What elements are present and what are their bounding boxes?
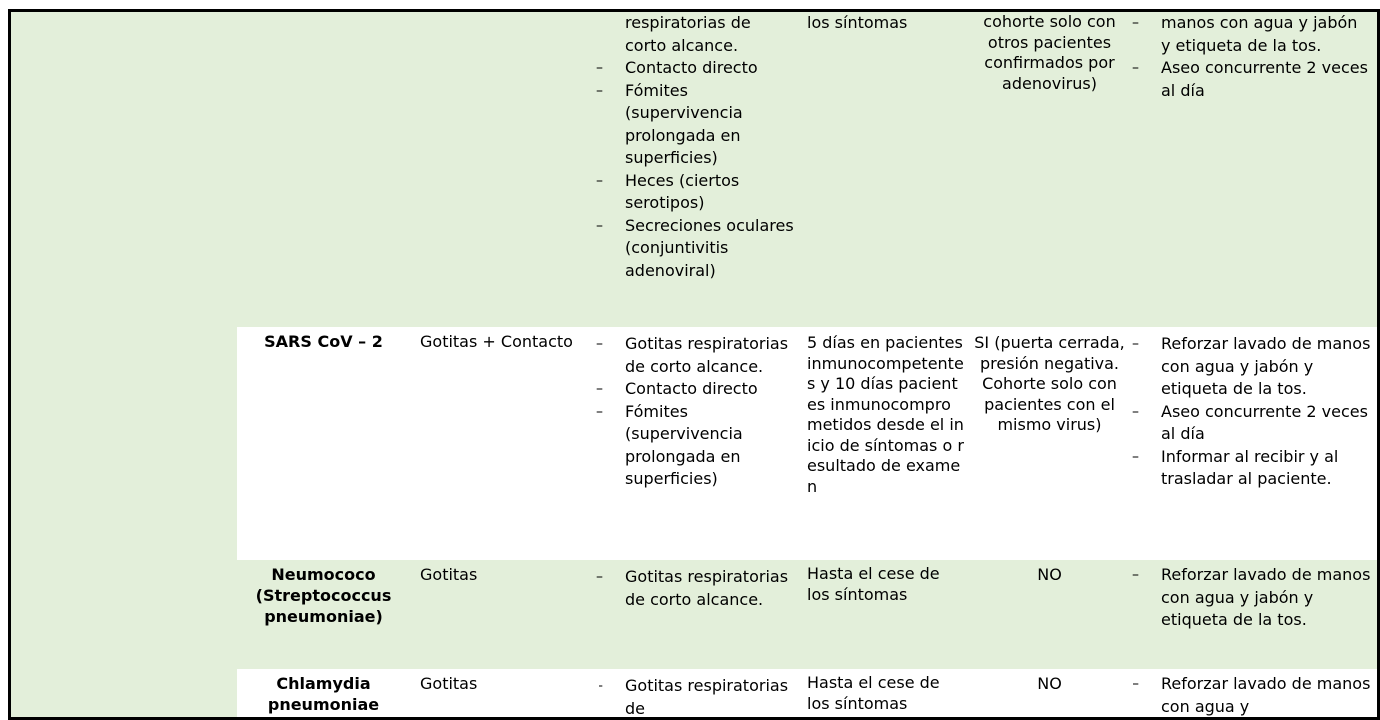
duration-cell (801, 560, 969, 672)
measure-item: – Informar al recibir y al trasladar al paciente. (1161, 446, 1371, 491)
duration-text: Hasta el cese de los síntomas (807, 673, 940, 713)
measures-list (1139, 564, 1371, 632)
duration-cell (801, 669, 969, 720)
isolation-cell (966, 669, 1136, 720)
duration-cell (801, 327, 969, 563)
transmission-item: – Contacto directo (625, 57, 795, 80)
agent-cell (237, 12, 413, 330)
isolation-cell (966, 560, 1136, 672)
measures-list (1139, 673, 1371, 718)
duration-text: 5 días en pacientes inmunocompetentes y 10 días pacientes inmunocomprometidos desde el inicio de síntomas o resultado de examen (807, 333, 964, 496)
agent-name: Chlamydia pneumoniae (267, 674, 380, 714)
transmission-cell (599, 327, 804, 563)
transmission-list (605, 675, 795, 720)
transmission-list (605, 12, 795, 282)
transmission-item: – Secreciones oculares (conjuntivitis adenoviral) (625, 215, 795, 283)
duration-cell (801, 12, 969, 330)
measure-item: – Aseo concurrente 2 veces al día (1161, 57, 1371, 102)
measures-list (1139, 333, 1371, 491)
transmission-item: – Contacto directo (625, 378, 795, 401)
transmission-cell (599, 12, 804, 330)
infection-precautions-table (8, 9, 1380, 720)
isolation-text: cohorte solo con otros pacientes confirmados por adenovirus) (983, 12, 1116, 93)
duration-text: Hasta el cese de los síntomas (807, 564, 940, 604)
agent-cell (237, 327, 413, 563)
agent-cell (237, 560, 413, 672)
transmission-item: – Gotitas respiratorias de corto alcance. (625, 333, 795, 378)
agent-name: Neumococo (Streptococcus pneumoniae) (255, 565, 392, 626)
precaution-type: Gotitas (420, 674, 478, 693)
transmission-item: – Heces (ciertos serotipos) (625, 170, 795, 215)
transmission-list (605, 333, 795, 491)
transmission-cell (599, 669, 804, 720)
measures-list (1139, 12, 1371, 102)
agent-name: SARS CoV – 2 (264, 332, 383, 351)
precaution-type: Gotitas (420, 565, 478, 584)
precaution-cell (410, 669, 602, 720)
transmission-cell (599, 560, 804, 672)
precaution-type: Gotitas + Contacto (420, 332, 573, 351)
transmission-item: – Gotitas respiratorias de (625, 675, 795, 720)
duration-text: los síntomas (807, 13, 908, 32)
transmission-item: – Gotitas respiratorias de corto alcance. (625, 566, 795, 611)
transmission-list (605, 566, 795, 611)
transmission-item: – Fómites (supervivencia prolongada en superficies) (625, 401, 795, 491)
precaution-cell (410, 327, 602, 563)
measure-item: – Aseo concurrente 2 veces al día (1161, 401, 1371, 446)
measure-item: – Reforzar lavado de manos con agua y jabón y etiqueta de la tos. (1161, 333, 1371, 401)
measures-cell (1133, 327, 1380, 563)
precaution-cell (410, 12, 602, 330)
isolation-text: NO (1037, 565, 1062, 584)
agent-cell (237, 669, 413, 720)
measure-item: – Reforzar lavado de manos con agua y jabón y etiqueta de la tos. (1161, 564, 1371, 632)
isolation-text: NO (1037, 674, 1062, 693)
measures-cell (1133, 12, 1380, 330)
measure-item: – Reforzar lavado de manos con agua y (1161, 673, 1371, 718)
measures-cell (1133, 669, 1380, 720)
isolation-cell (966, 12, 1136, 330)
measures-cell (1133, 560, 1380, 672)
isolation-text: SI (puerta cerrada, presión negativa. Cohorte solo con pacientes con el mismo virus) (974, 333, 1125, 434)
transmission-item: – Fómites (supervivencia prolongada en superficies) (625, 80, 795, 170)
precaution-cell (410, 560, 602, 672)
transmission-item: respiratorias de corto alcance. (625, 13, 751, 55)
isolation-cell (966, 327, 1136, 563)
category-cell (11, 12, 240, 720)
measure-item: – manos con agua y jabón y etiqueta de la tos. (1161, 12, 1371, 57)
